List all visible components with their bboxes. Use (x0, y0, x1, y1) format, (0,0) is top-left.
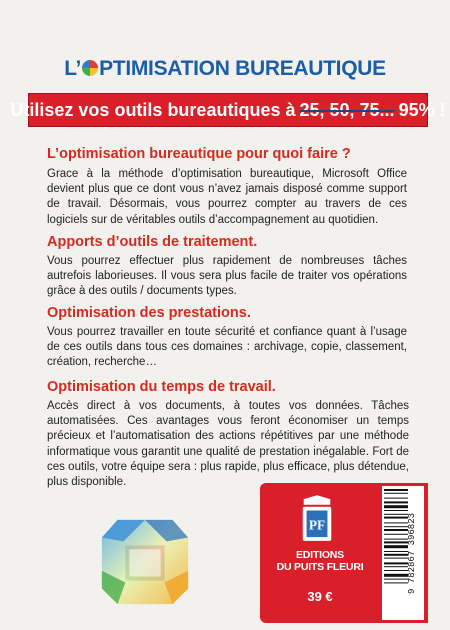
slogan-banner (10, 93, 446, 127)
section-heading-services: Optimisation des prestations. (47, 305, 251, 321)
section-heading-purpose: L’optimisation bureautique pour quoi faire ? (47, 146, 351, 162)
banner-lead: Utilisez vos outils bureautiques à (10, 99, 296, 120)
price-label: 39 € (307, 589, 333, 604)
publisher-line-2: DU PUITS FLEURI (276, 561, 364, 573)
section-body-time: Accès direct à vos documents, à toutes vos données. Tâches automatisées. Ces avantages vous feront économiser un temps précieux et l’automatisation des actions répétitives par une méthode informatique vous garantit une qualité de prestation inégalable. Fort de ces outils, votre équipe sera : plus rapide, plus efficace, plus détendue, plus disponible. (47, 400, 409, 489)
well-logo-icon (298, 495, 336, 545)
section-heading-time: Optimisation du temps de travail. (47, 379, 276, 395)
banner-tail: 95% ! (398, 99, 446, 120)
page-title (0, 57, 450, 81)
banner-struck-values: 25, 50, 75... (299, 99, 395, 120)
barcode-digits: 9 782867 396823 (407, 512, 417, 594)
logo-letters: PF (308, 517, 326, 533)
publisher-name (264, 549, 376, 573)
section-body-services: Vous pourrez travailler en toute sécurité et confiance quant à l’usage de ces outils dans tous ces domaines : archivage, copie, classement, création, recherche… (47, 326, 407, 369)
colorful-cube-icon (96, 512, 194, 610)
section-heading-tools: Apports d’outils de traitement. (47, 234, 258, 250)
office-o-icon (82, 60, 98, 76)
title-suffix: PTIMISATION BUREAUTIQUE (99, 57, 386, 80)
publisher-line-1: EDITIONS (296, 549, 344, 561)
section-body-purpose: Grace à la méthode d’optimisation bureautique, Microsoft Office devient plus que ce dont vous n’avez jamais disposé comme support de travail. Désormais, vous pourrez compter au travers de ces logiciels sur de véritables outils d’accompagnement au quotidien. (47, 168, 407, 226)
section-body-tools: Vous pourrez effectuer plus rapidement de nombreuses tâches autrefois laborieuses. Il vous sera plus facile de traiter vos opérations grâce à des outils / documents types. (47, 255, 407, 298)
title-prefix: L’ (64, 57, 82, 80)
